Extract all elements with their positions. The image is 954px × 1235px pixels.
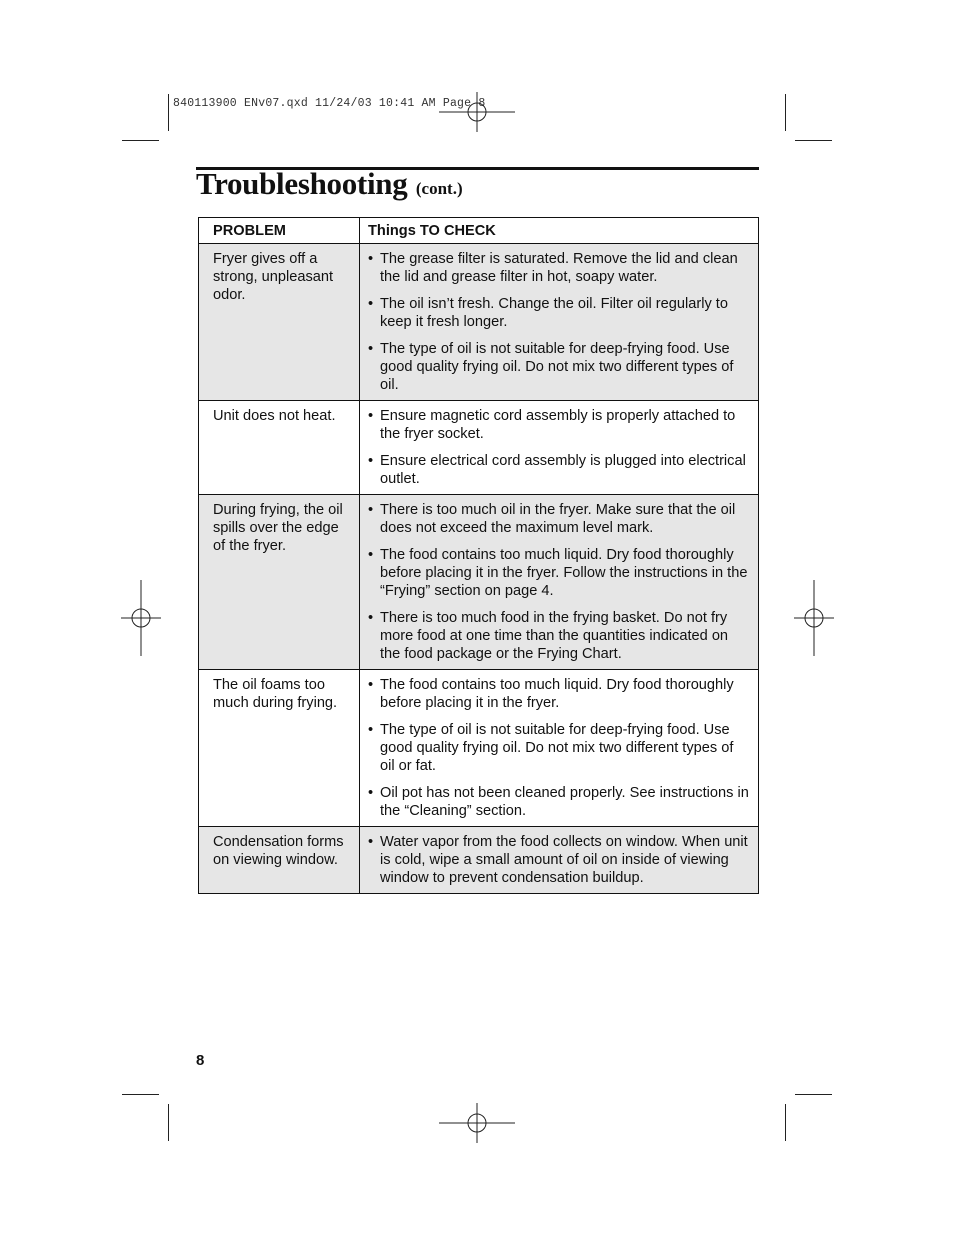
check-item: • There is too much food in the frying basket. Do not fry more food at one time than the quantities indicated on the food package or the Frying Chart. bbox=[368, 609, 750, 663]
check-item: • The oil isn’t fresh. Change the oil. Filter oil regularly to keep it fresh longer. bbox=[368, 295, 750, 331]
check-item: • Ensure electrical cord assembly is plugged into electrical outlet. bbox=[368, 452, 750, 488]
problem-cell: The oil foams too much during frying. bbox=[199, 670, 360, 827]
header-things-to-check: Things TO CHECK bbox=[360, 218, 759, 244]
crop-mark-bottom-right-v bbox=[785, 1104, 786, 1141]
check-item: • Water vapor from the food collects on window. When unit is cold, wipe a small amount of oil on inside of viewing window to prevent condensation buildup. bbox=[368, 833, 750, 887]
table-row bbox=[199, 670, 759, 827]
header-problem: PROBLEM bbox=[199, 218, 360, 244]
table-row bbox=[199, 495, 759, 670]
crop-mark-top-right-v bbox=[785, 94, 786, 131]
problem-cell: Condensation forms on viewing window. bbox=[199, 827, 360, 894]
registration-mark-left-icon bbox=[121, 580, 161, 656]
check-list bbox=[368, 250, 750, 394]
checks-cell bbox=[360, 670, 759, 827]
check-list bbox=[368, 407, 750, 488]
crop-mark-bottom-right-h bbox=[795, 1094, 832, 1095]
registration-mark-top-icon bbox=[439, 92, 515, 132]
check-item: • Oil pot has not been cleaned properly. See instructions in the “Cleaning” section. bbox=[368, 784, 750, 820]
registration-mark-bottom-icon bbox=[439, 1103, 515, 1143]
problem-cell: During frying, the oil spills over the edge of the fryer. bbox=[199, 495, 360, 670]
check-item: • There is too much oil in the fryer. Make sure that the oil does not exceed the maximum level mark. bbox=[368, 501, 750, 537]
crop-mark-top-left-h bbox=[122, 140, 159, 141]
page-number: 8 bbox=[196, 1052, 205, 1069]
table-row bbox=[199, 401, 759, 495]
check-item: • The food contains too much liquid. Dry food thoroughly before placing it in the fryer. Follow the instructions in the “Frying” section on page 4. bbox=[368, 546, 750, 600]
check-item: • The type of oil is not suitable for deep-frying food. Use good quality frying oil. Do not mix two different types of oil or fat. bbox=[368, 721, 750, 775]
crop-mark-top-right-h bbox=[795, 140, 832, 141]
check-item: • The grease filter is saturated. Remove the lid and clean the lid and grease filter in hot, soapy water. bbox=[368, 250, 750, 286]
check-item: • The food contains too much liquid. Dry food thoroughly before placing it in the fryer. bbox=[368, 676, 750, 712]
crop-mark-bottom-left-h bbox=[122, 1094, 159, 1095]
printer-slug: 840113900 ENv07.qxd 11/24/03 10:41 AM Page 8 bbox=[173, 97, 486, 110]
checks-cell bbox=[360, 244, 759, 401]
check-item: • Ensure magnetic cord assembly is properly attached to the fryer socket. bbox=[368, 407, 750, 443]
table-header-row bbox=[199, 218, 759, 244]
page-title-main: Troubleshooting bbox=[196, 166, 408, 201]
problem-cell: Fryer gives off a strong, unpleasant odor. bbox=[199, 244, 360, 401]
check-list bbox=[368, 501, 750, 663]
page-title bbox=[196, 166, 463, 202]
check-list bbox=[368, 833, 750, 887]
check-list bbox=[368, 676, 750, 820]
registration-mark-right-icon bbox=[794, 580, 834, 656]
troubleshooting-table bbox=[198, 217, 759, 894]
crop-mark-bottom-left-v bbox=[168, 1104, 169, 1141]
page-title-sub: (cont.) bbox=[415, 179, 463, 198]
problem-cell: Unit does not heat. bbox=[199, 401, 360, 495]
checks-cell bbox=[360, 401, 759, 495]
crop-mark-top-left-v bbox=[168, 94, 169, 131]
checks-cell bbox=[360, 827, 759, 894]
check-item: • The type of oil is not suitable for deep-frying food. Use good quality frying oil. Do not mix two different types of oil. bbox=[368, 340, 750, 394]
checks-cell bbox=[360, 495, 759, 670]
table-row bbox=[199, 244, 759, 401]
table-row bbox=[199, 827, 759, 894]
